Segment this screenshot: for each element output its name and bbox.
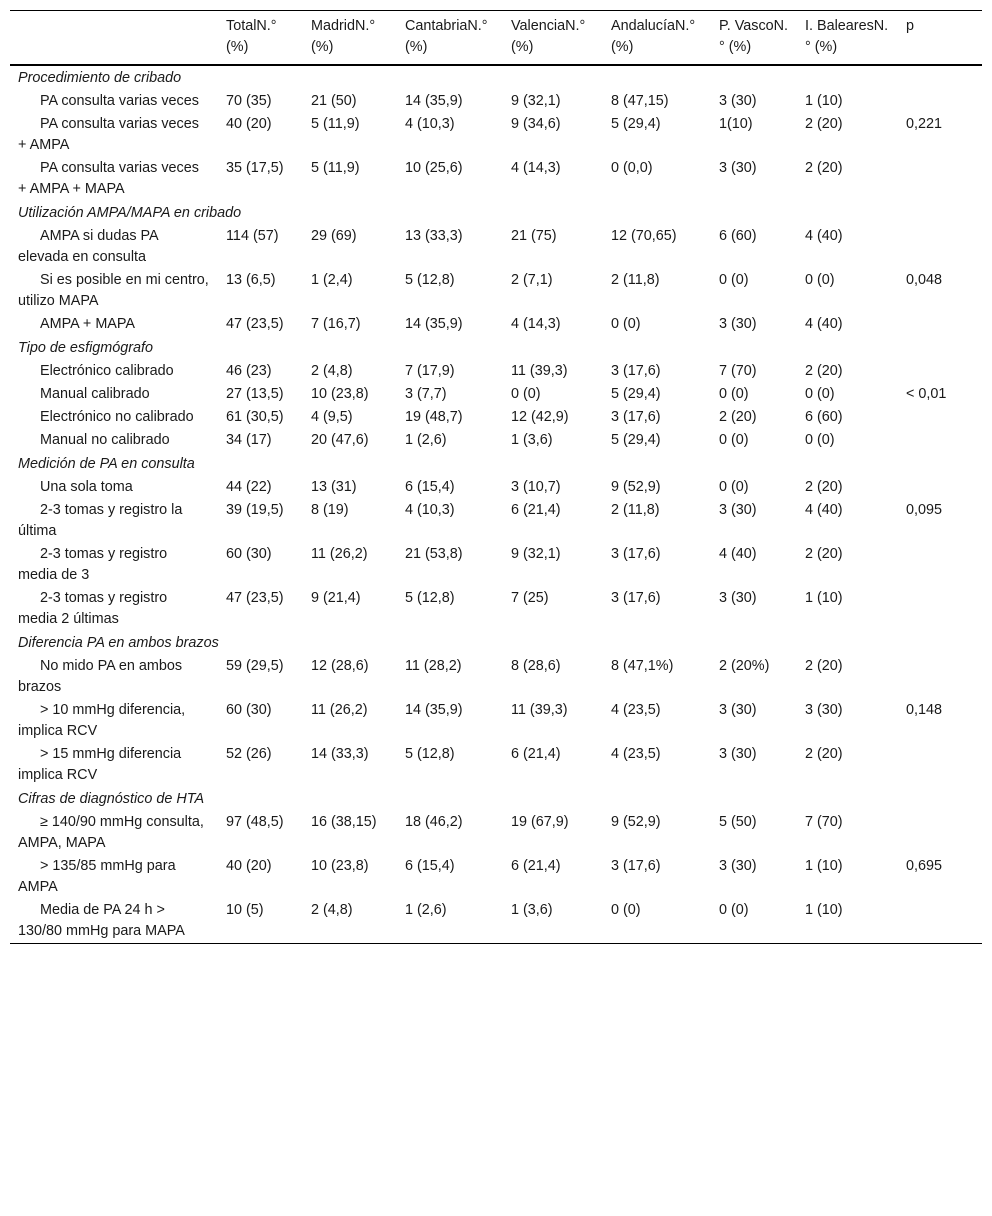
table-row (10, 269, 982, 313)
table-cell: 0 (0) (719, 479, 749, 495)
table-cell: 59 (29,5) (226, 658, 284, 674)
p-value-cell (898, 743, 982, 787)
section-header-row (10, 201, 982, 225)
table-cell: 13 (31) (311, 479, 357, 495)
p-value-cell (898, 429, 982, 452)
section-title: Medición de PA en consulta (18, 456, 195, 472)
table-row (10, 543, 982, 587)
table-cell: 14 (33,3) (311, 746, 369, 762)
table-cell: 11 (26,2) (311, 546, 368, 562)
row-label-cell (10, 855, 218, 899)
table-cell: 4 (40) (805, 502, 843, 518)
table-cell: 5 (29,4) (611, 116, 661, 132)
section-title: Diferencia PA en ambos brazos (18, 635, 219, 651)
table-row (10, 699, 982, 743)
row-label: > 135/85 mmHg para AMPA (18, 858, 176, 895)
table-cell: 3 (17,6) (611, 546, 661, 562)
table-cell: 5 (11,9) (311, 116, 360, 132)
table-cell: 7 (17,9) (405, 363, 455, 379)
row-label-cell (10, 543, 218, 587)
table-cell: 2 (7,1) (511, 272, 553, 288)
p-value-cell: 0,221 (906, 116, 943, 132)
table-cell: 11 (28,2) (405, 658, 462, 674)
row-label-cell (10, 476, 218, 499)
table-cell: 12 (28,6) (311, 658, 369, 674)
table-cell: 1 (10) (805, 93, 843, 109)
p-value-cell (898, 811, 982, 855)
table-cell: 47 (23,5) (226, 590, 284, 606)
table-cell: 14 (35,9) (405, 316, 463, 332)
section-header-row (10, 65, 982, 90)
row-label-cell (10, 225, 218, 269)
table-cell: 8 (19) (311, 502, 349, 518)
row-label-cell (10, 899, 218, 944)
row-label: 2-3 tomas y registro media de 3 (18, 546, 168, 583)
table-cell: 60 (30) (226, 702, 272, 718)
p-value-cell (898, 587, 982, 631)
table-cell: 7 (70) (719, 363, 757, 379)
table-cell: 0 (0) (611, 902, 641, 918)
table-cell: 8 (47,1%) (611, 658, 674, 674)
table-row (10, 313, 982, 336)
table-cell: 29 (69) (311, 228, 357, 244)
table-cell: 6 (21,4) (511, 858, 561, 874)
table-cell: 4 (40) (805, 316, 843, 332)
table-cell: 2 (20) (805, 160, 843, 176)
section-header-row (10, 452, 982, 476)
table-cell: 21 (50) (311, 93, 357, 109)
row-label: Si es posible en mi centro, utilizo MAPA (18, 272, 209, 309)
table-cell: 20 (47,6) (311, 432, 369, 448)
row-label: AMPA + MAPA (40, 316, 136, 332)
section-title: Tipo de esfigmógrafo (18, 340, 154, 356)
row-label-cell (10, 383, 218, 406)
table-cell: 0 (0) (719, 272, 749, 288)
table-cell: 7 (70) (805, 814, 843, 830)
row-label: PA consulta varias veces (40, 93, 199, 109)
table-cell: 0 (0) (805, 432, 835, 448)
p-value-cell: < 0,01 (906, 386, 947, 402)
table-cell: 0 (0) (805, 386, 835, 402)
table-cell: 0 (0,0) (611, 160, 653, 176)
row-label: PA consulta varias veces + AMPA + MAPA (18, 160, 199, 197)
row-label: Media de PA 24 h > 130/80 mmHg para MAPA (18, 902, 185, 939)
table-cell: 13 (33,3) (405, 228, 463, 244)
p-value-cell: 0,148 (906, 702, 943, 718)
table-cell: 60 (30) (226, 546, 272, 562)
p-value-cell (898, 360, 982, 383)
row-label-cell (10, 587, 218, 631)
table-cell: 9 (32,1) (511, 546, 561, 562)
table-row (10, 383, 982, 406)
table-cell: 44 (22) (226, 479, 272, 495)
p-value-cell: 0,095 (906, 502, 943, 518)
table-cell: 3 (17,6) (611, 590, 661, 606)
column-header-label (10, 11, 218, 66)
table-cell: 11 (26,2) (311, 702, 368, 718)
table-cell: 1 (3,6) (511, 432, 553, 448)
p-value-cell (898, 313, 982, 336)
table-cell: 46 (23) (226, 363, 272, 379)
table-cell: 2 (20) (805, 479, 843, 495)
table-row (10, 113, 982, 157)
p-value-cell: 0,048 (906, 272, 943, 288)
table-cell: 6 (21,4) (511, 746, 561, 762)
p-value-cell (898, 157, 982, 201)
section-title: Cifras de diagnóstico de HTA (18, 791, 205, 807)
table-cell: 4 (40) (719, 546, 757, 562)
row-label: PA consulta varias veces + AMPA (18, 116, 199, 153)
row-label: Manual no calibrado (40, 432, 170, 448)
row-label: 2-3 tomas y registro la última (18, 502, 183, 539)
table-cell: 10 (5) (226, 902, 264, 918)
table-row (10, 811, 982, 855)
table-cell: 1 (10) (805, 590, 843, 606)
table-cell: 0 (0) (719, 432, 749, 448)
row-label: ≥ 140/90 mmHg consulta, AMPA, MAPA (18, 814, 204, 851)
table-cell: 6 (15,4) (405, 479, 455, 495)
table-row (10, 225, 982, 269)
table-cell: 2 (4,8) (311, 363, 353, 379)
row-label-cell (10, 113, 218, 157)
table-cell: 2 (20) (805, 546, 843, 562)
row-label-cell (10, 743, 218, 787)
table-cell: 97 (48,5) (226, 814, 284, 830)
table-cell: 39 (19,5) (226, 502, 284, 518)
table-cell: 10 (23,8) (311, 858, 369, 874)
table-cell: 3 (10,7) (511, 479, 561, 495)
table-cell: 19 (48,7) (405, 409, 463, 425)
table-cell: 3 (17,6) (611, 409, 661, 425)
table-cell: 5 (29,4) (611, 432, 661, 448)
table-row (10, 855, 982, 899)
table-cell: 5 (12,8) (405, 272, 455, 288)
table-row (10, 90, 982, 113)
table-cell: 4 (14,3) (511, 160, 561, 176)
table-cell: 61 (30,5) (226, 409, 284, 425)
table-cell: 5 (50) (719, 814, 757, 830)
table-cell: 14 (35,9) (405, 702, 463, 718)
table-cell: 2 (20) (719, 409, 757, 425)
table-cell: 27 (13,5) (226, 386, 284, 402)
column-header: I. BalearesN.° (%) (805, 18, 889, 55)
table-cell: 7 (25) (511, 590, 549, 606)
section-title: Procedimiento de cribado (18, 70, 182, 86)
row-label-cell (10, 313, 218, 336)
table-cell: 9 (34,6) (511, 116, 561, 132)
table-cell: 2 (20%) (719, 658, 770, 674)
table-cell: 6 (60) (805, 409, 843, 425)
row-label: > 10 mmHg diferencia, implica RCV (18, 702, 186, 739)
row-label-cell (10, 811, 218, 855)
p-value-cell (898, 899, 982, 944)
table-cell: 4 (10,3) (405, 502, 455, 518)
row-label: Una sola toma (40, 479, 133, 495)
table-cell: 3 (30) (719, 702, 757, 718)
table-cell: 3 (17,6) (611, 363, 661, 379)
table-cell: 40 (20) (226, 116, 272, 132)
table-cell: 19 (67,9) (511, 814, 569, 830)
table-cell: 6 (60) (719, 228, 757, 244)
table-cell: 12 (70,65) (611, 228, 677, 244)
table-container (10, 10, 982, 944)
table-cell: 4 (14,3) (511, 316, 561, 332)
table-cell: 47 (23,5) (226, 316, 284, 332)
row-label-cell (10, 699, 218, 743)
table-row (10, 406, 982, 429)
column-header: AndalucíaN.° (%) (611, 18, 696, 55)
table-cell: 1 (3,6) (511, 902, 553, 918)
table-cell: 9 (52,9) (611, 479, 661, 495)
row-label-cell (10, 499, 218, 543)
table-cell: 1 (10) (805, 858, 843, 874)
table-cell: 0 (0) (511, 386, 541, 402)
table-cell: 21 (53,8) (405, 546, 463, 562)
row-label-cell (10, 655, 218, 699)
table-cell: 5 (12,8) (405, 746, 455, 762)
section-header-row (10, 336, 982, 360)
table-row (10, 743, 982, 787)
table-cell: 52 (26) (226, 746, 272, 762)
section-header-row (10, 787, 982, 811)
p-value-cell (898, 655, 982, 699)
table-cell: 21 (75) (511, 228, 557, 244)
row-label: Electrónico no calibrado (40, 409, 194, 425)
row-label-cell (10, 157, 218, 201)
table-cell: 0 (0) (719, 386, 749, 402)
table-cell: 2 (20) (805, 363, 843, 379)
table-cell: 8 (28,6) (511, 658, 561, 674)
table-row (10, 157, 982, 201)
table-cell: 40 (20) (226, 858, 272, 874)
table-cell: 5 (12,8) (405, 590, 455, 606)
table-header (10, 11, 982, 66)
table-row (10, 499, 982, 543)
row-label-cell (10, 360, 218, 383)
p-value-cell (898, 225, 982, 269)
table-cell: 3 (30) (719, 590, 757, 606)
table-cell: 4 (10,3) (405, 116, 455, 132)
table-row (10, 360, 982, 383)
row-label: 2-3 tomas y registro media 2 últimas (18, 590, 168, 627)
table-cell: 10 (25,6) (405, 160, 463, 176)
section-header-row (10, 631, 982, 655)
table-cell: 3 (7,7) (405, 386, 447, 402)
table-cell: 35 (17,5) (226, 160, 284, 176)
row-label: Manual calibrado (40, 386, 150, 402)
header-row (10, 11, 982, 66)
table-row (10, 899, 982, 944)
table-cell: 5 (29,4) (611, 386, 661, 402)
table-cell: 3 (30) (719, 858, 757, 874)
table-cell: 0 (0) (611, 316, 641, 332)
table-cell: 114 (57) (226, 228, 279, 244)
table-cell: 2 (20) (805, 658, 843, 674)
column-header: p (906, 18, 915, 34)
table-cell: 2 (11,8) (611, 502, 660, 518)
table-row (10, 587, 982, 631)
table-cell: 4 (40) (805, 228, 843, 244)
table-cell: 70 (35) (226, 93, 272, 109)
table-cell: 5 (11,9) (311, 160, 360, 176)
table-cell: 2 (11,8) (611, 272, 660, 288)
row-label: AMPA si dudas PA elevada en consulta (18, 228, 158, 265)
table-cell: 9 (52,9) (611, 814, 661, 830)
table-body (10, 65, 982, 944)
table-cell: 6 (15,4) (405, 858, 455, 874)
data-table (10, 10, 982, 944)
row-label-cell (10, 406, 218, 429)
table-cell: 14 (35,9) (405, 93, 463, 109)
table-cell: 9 (32,1) (511, 93, 561, 109)
p-value-cell (898, 406, 982, 429)
table-cell: 9 (21,4) (311, 590, 361, 606)
table-cell: 11 (39,3) (511, 702, 568, 718)
table-cell: 18 (46,2) (405, 814, 463, 830)
row-label-cell (10, 429, 218, 452)
table-cell: 3 (30) (719, 160, 757, 176)
table-row (10, 429, 982, 452)
column-header: P. VascoN.° (%) (719, 18, 789, 55)
table-cell: 8 (47,15) (611, 93, 669, 109)
table-cell: 2 (20) (805, 116, 843, 132)
table-cell: 3 (17,6) (611, 858, 661, 874)
p-value-cell (898, 90, 982, 113)
row-label-cell (10, 269, 218, 313)
table-cell: 3 (30) (719, 746, 757, 762)
table-cell: 4 (9,5) (311, 409, 353, 425)
table-cell: 1(10) (719, 116, 753, 132)
table-row (10, 476, 982, 499)
table-cell: 3 (30) (719, 316, 757, 332)
table-cell: 3 (30) (805, 702, 843, 718)
table-cell: 3 (30) (719, 93, 757, 109)
table-cell: 1 (2,6) (405, 902, 447, 918)
column-header: CantabriaN.° (%) (405, 18, 488, 55)
table-cell: 3 (30) (719, 502, 757, 518)
table-cell: 6 (21,4) (511, 502, 561, 518)
table-cell: 2 (4,8) (311, 902, 353, 918)
column-header: MadridN.° (%) (311, 18, 376, 55)
table-cell: 4 (23,5) (611, 702, 661, 718)
row-label: > 15 mmHg diferencia implica RCV (18, 746, 182, 783)
table-cell: 1 (10) (805, 902, 843, 918)
table-cell: 7 (16,7) (311, 316, 361, 332)
table-cell: 34 (17) (226, 432, 272, 448)
table-cell: 4 (23,5) (611, 746, 661, 762)
table-cell: 1 (2,6) (405, 432, 447, 448)
row-label: No mido PA en ambos brazos (18, 658, 183, 695)
column-header: TotalN.° (%) (226, 18, 277, 55)
table-cell: 0 (0) (719, 902, 749, 918)
table-cell: 10 (23,8) (311, 386, 369, 402)
table-cell: 11 (39,3) (511, 363, 568, 379)
table-cell: 1 (2,4) (311, 272, 353, 288)
table-cell: 13 (6,5) (226, 272, 276, 288)
table-cell: 2 (20) (805, 746, 843, 762)
p-value-cell (898, 543, 982, 587)
p-value-cell (898, 476, 982, 499)
table-cell: 16 (38,15) (311, 814, 377, 830)
p-value-cell: 0,695 (906, 858, 943, 874)
row-label: Electrónico calibrado (40, 363, 174, 379)
section-title: Utilización AMPA/MAPA en cribado (18, 205, 242, 221)
table-cell: 12 (42,9) (511, 409, 569, 425)
column-header: ValenciaN.° (%) (511, 18, 586, 55)
table-cell: 0 (0) (805, 272, 835, 288)
table-row (10, 655, 982, 699)
row-label-cell (10, 90, 218, 113)
